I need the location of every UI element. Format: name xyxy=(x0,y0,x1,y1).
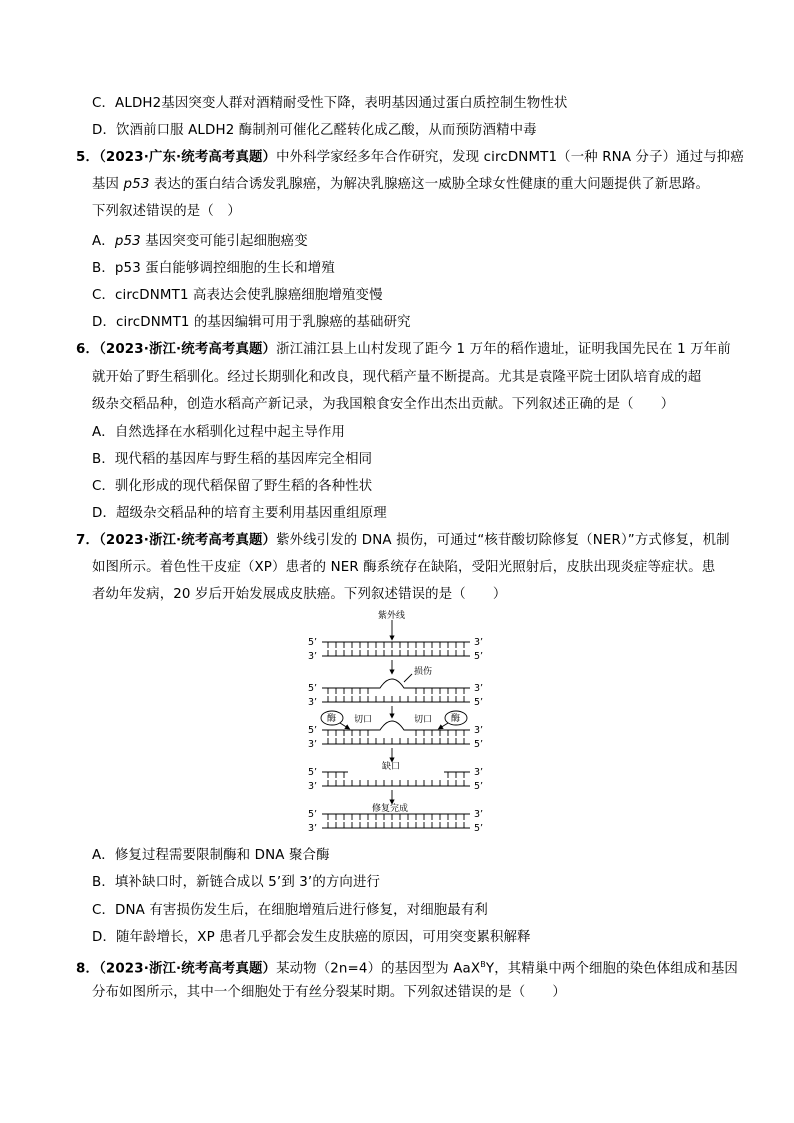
end-3-label: 3’ xyxy=(474,725,484,736)
option-a-q6: A．自然选择在水稻驯化过程中起主导作用 xyxy=(92,425,346,440)
end-5-label: 5’ xyxy=(474,823,484,834)
option-d-q4: D．饮酒前口服 ALDH2 酶制剂可催化乙醛转化成乙酸，从而预防酒精中毒 xyxy=(92,123,537,138)
question-7-line3: 者幼年发病，20 岁后开始发展成皮肤癌。下列叙述错误的是（ ） xyxy=(92,587,507,602)
option-a-q5: A．p53 基因突变可能引起细胞癌变 xyxy=(92,234,308,249)
end-5-label: 5’ xyxy=(474,651,484,662)
end-5-label: 5’ xyxy=(308,767,318,778)
end-5-label: 5’ xyxy=(308,637,318,648)
question-7-line1: 7．（2023·浙江·统考高考真题）紫外线引发的 DNA 损伤，可通过“核苷酸切除修复（NER）”方式修复，机制 xyxy=(76,533,730,548)
end-5-label: 5’ xyxy=(474,739,484,750)
end-3-label: 3’ xyxy=(308,781,318,792)
option-b-q6: B．现代稻的基因库与野生稻的基因库完全相同 xyxy=(92,452,373,467)
question-6-line3: 级杂交稻品种，创造水稻高产新记录，为我国粮食安全作出杰出贡献。下列叙述正确的是（ ） xyxy=(92,397,675,412)
end-5-label: 5’ xyxy=(474,781,484,792)
end-3-label: 3’ xyxy=(308,697,318,708)
ner-repair-diagram xyxy=(300,608,500,836)
end-3-label: 3’ xyxy=(474,767,484,778)
option-d-q6: D．超级杂交稻品种的培育主要利用基因重组原理 xyxy=(92,506,387,521)
label-gap: 缺口 xyxy=(382,762,401,772)
end-3-label: 3’ xyxy=(474,809,484,820)
option-b-q5: B．p53 蛋白能够调控细胞的生长和增殖 xyxy=(92,261,335,276)
end-5-label: 5’ xyxy=(308,683,318,694)
end-3-label: 3’ xyxy=(308,823,318,834)
option-d-q7: D．随年龄增长，XP 患者几乎都会发生皮肤癌的原因，可用突变累积解释 xyxy=(92,930,531,945)
end-5-label: 5’ xyxy=(308,809,318,820)
end-3-label: 3’ xyxy=(474,637,484,648)
option-b-q7: B．填补缺口时，新链合成以 5’到 3’的方向进行 xyxy=(92,875,381,890)
question-8-line2: 分布如图所示，其中一个细胞处于有丝分裂某时期。下列叙述错误的是（ ） xyxy=(92,985,566,1000)
option-a-q7: A．修复过程需要限制酶和 DNA 聚合酶 xyxy=(92,848,330,863)
label-enzyme-left: 酶 xyxy=(327,714,337,724)
question-6-line2: 就开始了野生稻驯化。经过长期驯化和改良，现代稻产量不断提高。尤其是袁隆平院士团队培育成的超 xyxy=(92,370,702,385)
question-5-line3: 下列叙述错误的是（ ） xyxy=(92,204,241,219)
label-repair-done: 修复完成 xyxy=(372,804,409,814)
question-8-line1: 8．（2023·浙江·统考高考真题）某动物（2n=4）的基因型为 AaX$^B$Y，其精巢中两个细胞的染色体组成和基因 xyxy=(76,960,738,977)
option-c-q5: C．circDNMT1 高表达会使乳腺癌细胞增殖变慢 xyxy=(92,288,383,303)
option-d-q5: D．circDNMT1 的基因编辑可用于乳腺癌的基础研究 xyxy=(92,315,411,330)
option-c-q4: C．ALDH2基因突变人群对酒精耐受性下降，表明基因通过蛋白质控制生物性状 xyxy=(92,96,568,111)
question-7-line2: 如图所示。着色性干皮症（XP）患者的 NER 酶系统存在缺陷，受阳光照射后，皮肤出现炎症等症状。患 xyxy=(92,560,716,575)
end-5-label: 5’ xyxy=(474,697,484,708)
label-enzyme-right: 酶 xyxy=(451,714,461,724)
label-damage: 损伤 xyxy=(414,667,433,677)
option-c-q7: C．DNA 有害损伤发生后，在细胞增殖后进行修复，对细胞最有利 xyxy=(92,903,488,918)
option-c-q6: C．驯化形成的现代稻保留了野生稻的各种性状 xyxy=(92,479,373,494)
end-3-label: 3’ xyxy=(474,683,484,694)
end-3-label: 3’ xyxy=(308,739,318,750)
question-6-line1: 6．（2023·浙江·统考高考真题）浙江浦江县上山村发现了距今 1 万年的稻作遗址，证明我国先民在 1 万年前 xyxy=(76,342,731,357)
label-uv: 紫外线 xyxy=(378,611,406,621)
question-5-line2: 基因 p53 表达的蛋白结合诱发乳腺癌，为解决乳腺癌这一威胁全球女性健康的重大问题提供了新思路。 xyxy=(92,177,710,192)
question-5-line1: 5．（2023·广东·统考高考真题）中外科学家经多年合作研究，发现 circDNMT1（一种 RNA 分子）通过与抑癌 xyxy=(76,150,744,165)
end-5-label: 5’ xyxy=(308,725,318,736)
end-3-label: 3’ xyxy=(308,651,318,662)
label-cut-left: 切口 xyxy=(354,715,373,725)
label-cut-right: 切口 xyxy=(414,715,433,725)
